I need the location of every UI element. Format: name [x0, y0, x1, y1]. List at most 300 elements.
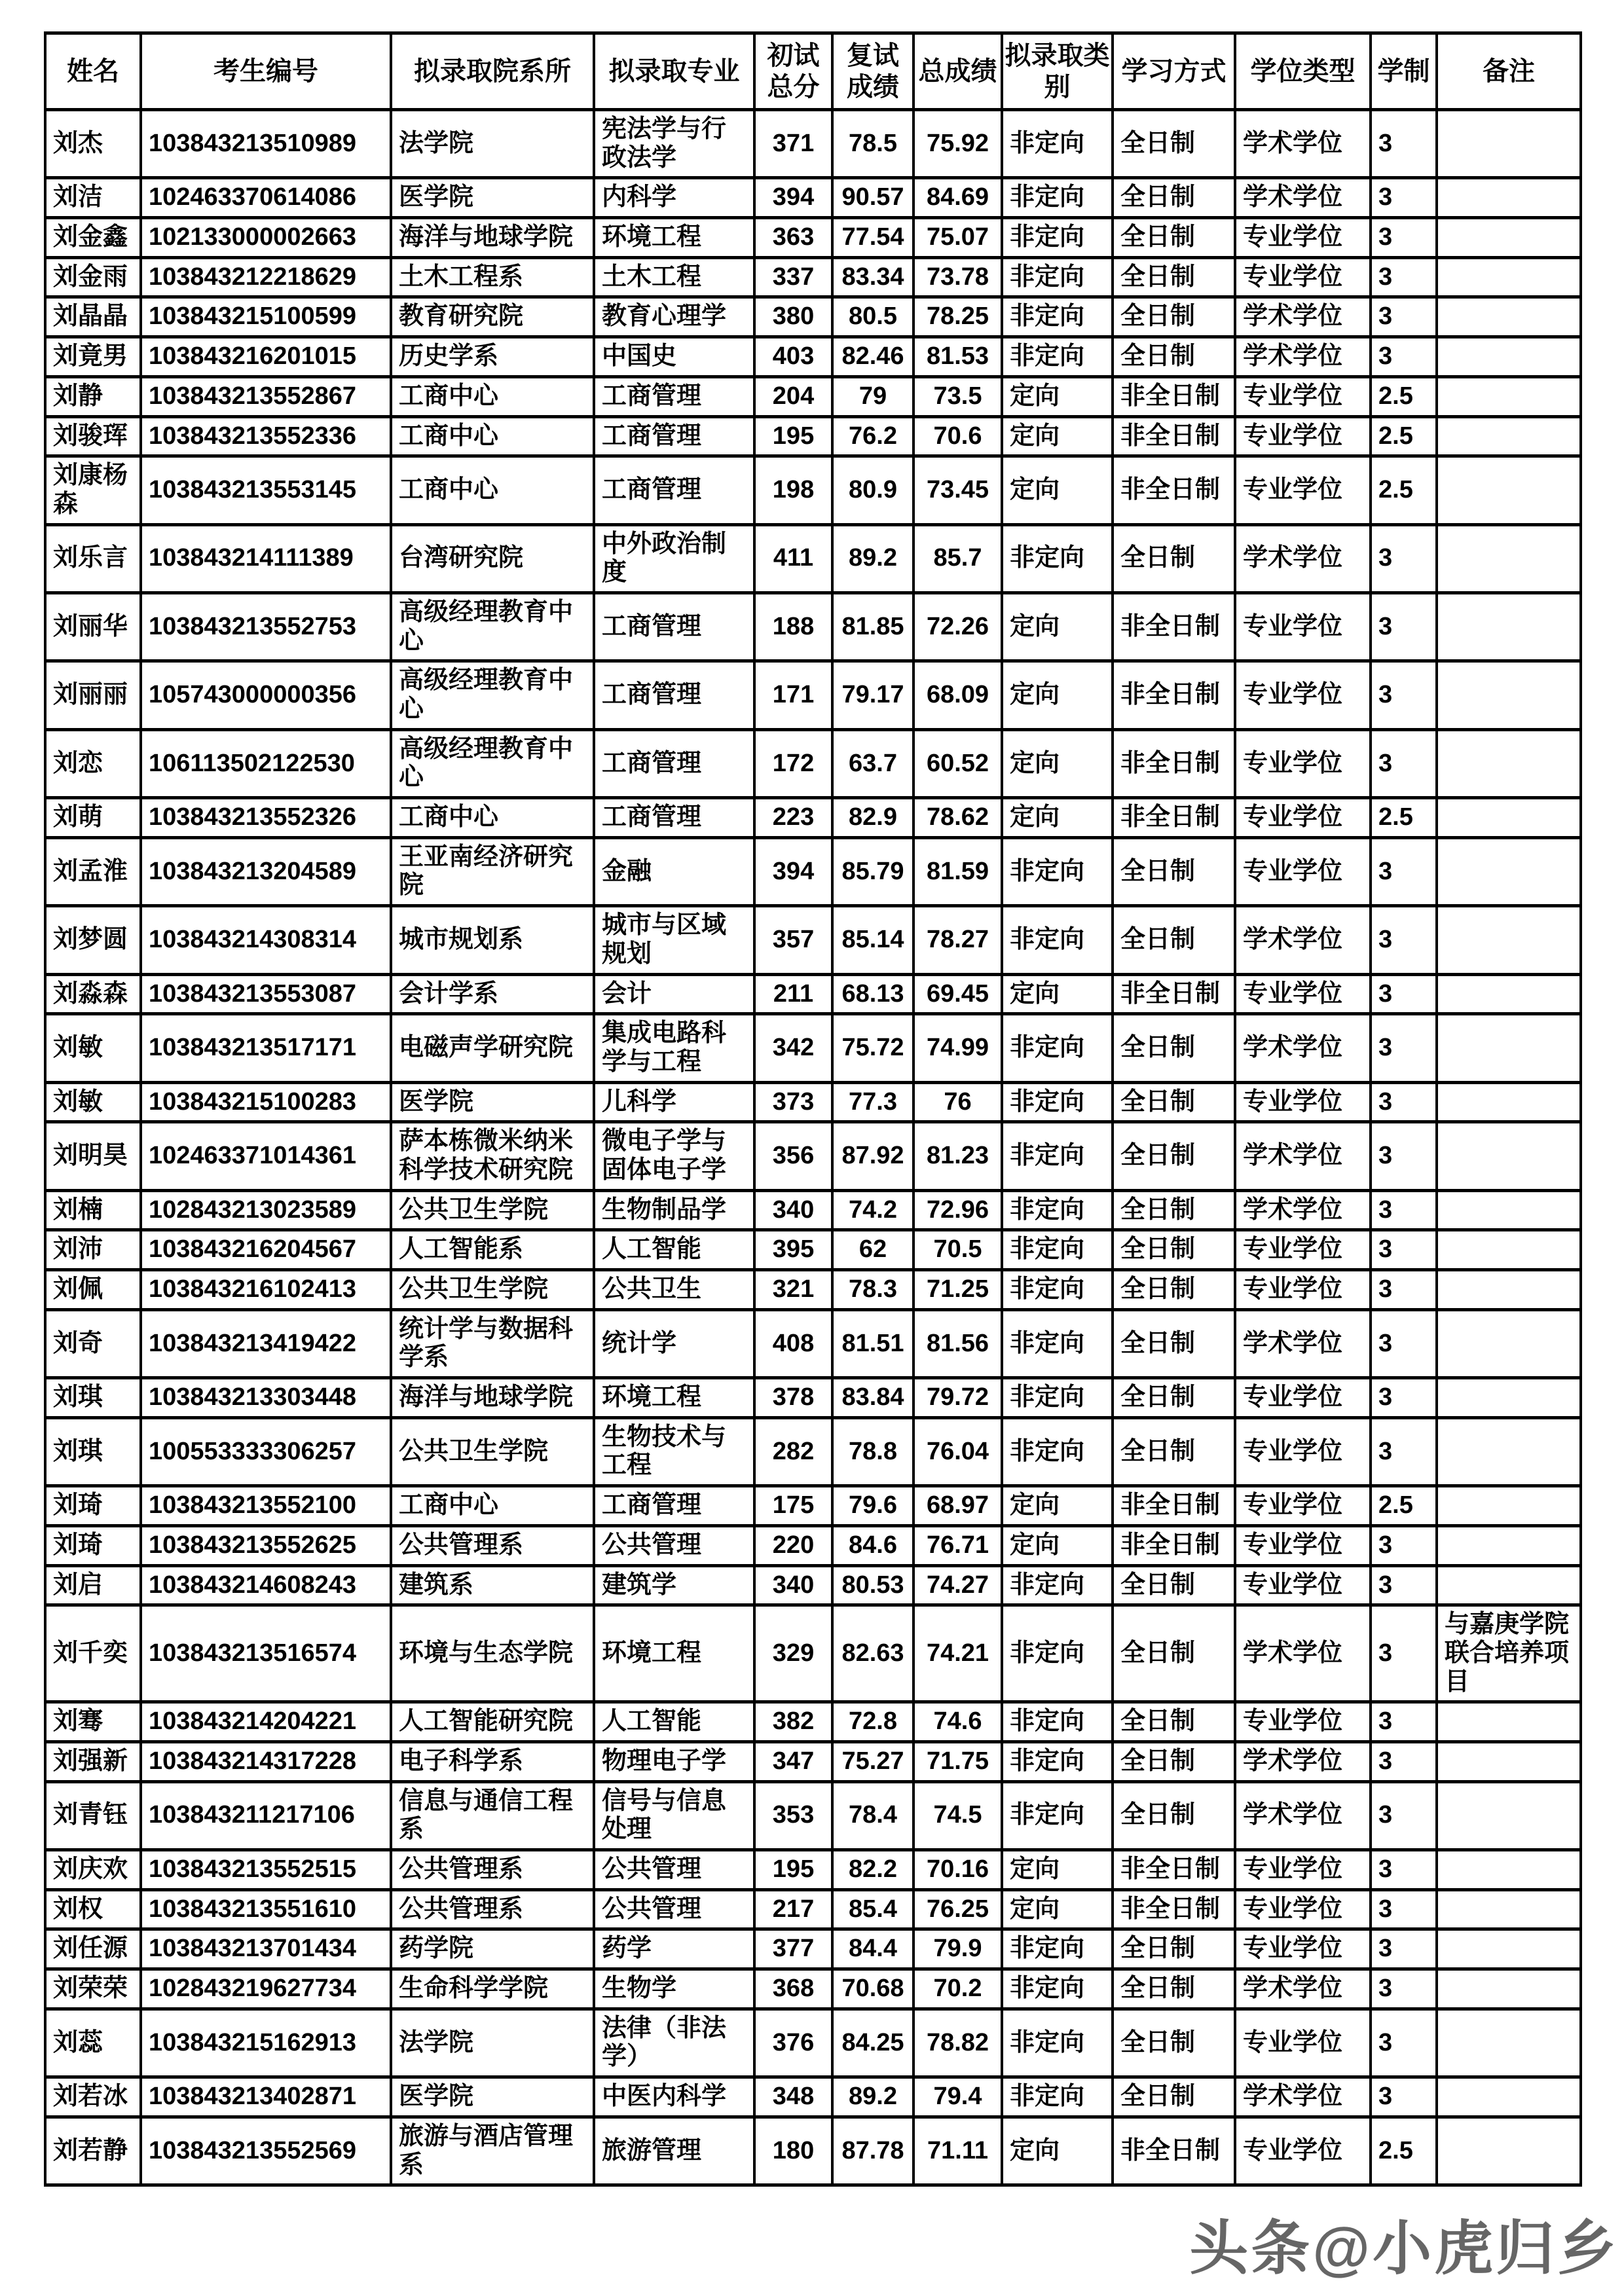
cell-department: 人工智能系	[391, 1230, 594, 1270]
cell-remarks	[1437, 1122, 1581, 1190]
cell-name: 刘金鑫	[45, 218, 141, 258]
cell-retest-score: 78.5	[832, 110, 913, 178]
cell-study-mode: 全日制	[1113, 1741, 1235, 1781]
cell-major: 生物学	[594, 1969, 754, 2009]
cell-name: 刘金雨	[45, 257, 141, 297]
cell-study-mode: 全日制	[1113, 1929, 1235, 1969]
cell-department: 高级经理教育中心	[391, 729, 594, 797]
cell-major: 人工智能	[594, 1702, 754, 1742]
cell-candidate-id: 103843213552326	[141, 798, 391, 838]
cell-degree-type: 专业学位	[1235, 1702, 1371, 1742]
cell-initial-score: 337	[754, 257, 832, 297]
cell-remarks	[1437, 1850, 1581, 1890]
cell-candidate-id: 103843213552336	[141, 416, 391, 456]
cell-admission-category: 定向	[1002, 456, 1113, 524]
cell-retest-score: 83.84	[832, 1378, 913, 1418]
cell-major: 金融	[594, 837, 754, 905]
cell-degree-type: 专业学位	[1235, 376, 1371, 416]
cell-admission-category: 定向	[1002, 798, 1113, 838]
cell-duration: 3	[1371, 1309, 1437, 1377]
cell-duration: 3	[1371, 906, 1437, 974]
cell-major: 城市与区域规划	[594, 906, 754, 974]
cell-remarks	[1437, 178, 1581, 218]
cell-total-score: 74.5	[913, 1781, 1002, 1850]
cell-retest-score: 79.17	[832, 661, 913, 729]
cell-study-mode: 全日制	[1113, 178, 1235, 218]
column-header-retest-score: 复试成绩	[832, 33, 913, 110]
table-row	[45, 1486, 1581, 1526]
cell-name: 刘淼森	[45, 974, 141, 1014]
cell-study-mode: 非全日制	[1113, 1486, 1235, 1526]
cell-total-score: 71.11	[913, 2117, 1002, 2185]
table-row	[45, 178, 1581, 218]
cell-candidate-id: 103843214608243	[141, 1565, 391, 1605]
cell-duration: 3	[1371, 592, 1437, 661]
cell-name: 刘敏	[45, 1014, 141, 1082]
cell-initial-score: 340	[754, 1190, 832, 1230]
cell-duration: 3	[1371, 1417, 1437, 1485]
cell-major: 集成电路科学与工程	[594, 1014, 754, 1082]
cell-study-mode: 全日制	[1113, 1309, 1235, 1377]
cell-name: 刘若冰	[45, 2077, 141, 2117]
table-row	[45, 729, 1581, 797]
cell-study-mode: 全日制	[1113, 2009, 1235, 2077]
cell-degree-type: 专业学位	[1235, 1565, 1371, 1605]
cell-degree-type: 专业学位	[1235, 1378, 1371, 1418]
cell-total-score: 76.04	[913, 1417, 1002, 1485]
cell-degree-type: 学术学位	[1235, 524, 1371, 592]
column-header-name: 姓名	[45, 33, 141, 110]
cell-degree-type: 专业学位	[1235, 2009, 1371, 2077]
cell-remarks	[1437, 456, 1581, 524]
cell-remarks	[1437, 218, 1581, 258]
cell-department: 法学院	[391, 110, 594, 178]
cell-major: 统计学	[594, 1309, 754, 1377]
cell-candidate-id: 103843213510989	[141, 110, 391, 178]
cell-duration: 3	[1371, 1929, 1437, 1969]
cell-initial-score: 188	[754, 592, 832, 661]
cell-candidate-id: 103843213552100	[141, 1486, 391, 1526]
cell-name: 刘竟男	[45, 337, 141, 377]
cell-study-mode: 全日制	[1113, 1230, 1235, 1270]
cell-major: 微电子学与固体电子学	[594, 1122, 754, 1190]
cell-candidate-id: 102133000002663	[141, 218, 391, 258]
cell-initial-score: 347	[754, 1741, 832, 1781]
cell-study-mode: 非全日制	[1113, 416, 1235, 456]
cell-candidate-id: 103843214308314	[141, 906, 391, 974]
cell-initial-score: 356	[754, 1122, 832, 1190]
cell-initial-score: 403	[754, 337, 832, 377]
cell-retest-score: 76.2	[832, 416, 913, 456]
cell-remarks	[1437, 1702, 1581, 1742]
cell-department: 工商中心	[391, 1486, 594, 1526]
cell-initial-score: 329	[754, 1605, 832, 1702]
cell-admission-category: 非定向	[1002, 2077, 1113, 2117]
cell-retest-score: 81.85	[832, 592, 913, 661]
cell-total-score: 76	[913, 1082, 1002, 1122]
cell-total-score: 84.69	[913, 178, 1002, 218]
cell-candidate-id: 102843213023589	[141, 1190, 391, 1230]
cell-admission-category: 定向	[1002, 592, 1113, 661]
cell-admission-category: 非定向	[1002, 1929, 1113, 1969]
cell-retest-score: 89.2	[832, 2077, 913, 2117]
cell-remarks	[1437, 592, 1581, 661]
cell-degree-type: 专业学位	[1235, 798, 1371, 838]
cell-name: 刘沛	[45, 1230, 141, 1270]
cell-candidate-id: 103843213402871	[141, 2077, 391, 2117]
cell-department: 医学院	[391, 2077, 594, 2117]
cell-major: 公共管理	[594, 1525, 754, 1565]
cell-initial-score: 357	[754, 906, 832, 974]
cell-study-mode: 非全日制	[1113, 1525, 1235, 1565]
cell-initial-score: 395	[754, 1230, 832, 1270]
cell-candidate-id: 103843213419422	[141, 1309, 391, 1377]
cell-admission-category: 非定向	[1002, 1741, 1113, 1781]
cell-remarks	[1437, 1525, 1581, 1565]
table-row	[45, 974, 1581, 1014]
cell-retest-score: 85.79	[832, 837, 913, 905]
cell-duration: 3	[1371, 1122, 1437, 1190]
cell-major: 工商管理	[594, 661, 754, 729]
cell-total-score: 79.4	[913, 2077, 1002, 2117]
column-header-remarks: 备注	[1437, 33, 1581, 110]
table-row	[45, 592, 1581, 661]
cell-degree-type: 学术学位	[1235, 1014, 1371, 1082]
cell-total-score: 81.59	[913, 837, 1002, 905]
cell-major: 公共管理	[594, 1850, 754, 1890]
cell-initial-score: 195	[754, 416, 832, 456]
cell-duration: 2.5	[1371, 376, 1437, 416]
cell-duration: 3	[1371, 1190, 1437, 1230]
cell-candidate-id: 103843213551610	[141, 1889, 391, 1929]
cell-total-score: 74.21	[913, 1605, 1002, 1702]
cell-degree-type: 学术学位	[1235, 1122, 1371, 1190]
cell-name: 刘晶晶	[45, 297, 141, 337]
cell-degree-type: 学术学位	[1235, 1190, 1371, 1230]
cell-total-score: 79.9	[913, 1929, 1002, 1969]
cell-degree-type: 学术学位	[1235, 2077, 1371, 2117]
column-header-degree-type: 学位类型	[1235, 33, 1371, 110]
column-header-candidate-id: 考生编号	[141, 33, 391, 110]
cell-duration: 3	[1371, 1270, 1437, 1310]
cell-candidate-id: 103843216102413	[141, 1270, 391, 1310]
cell-name: 刘明昊	[45, 1122, 141, 1190]
cell-candidate-id: 106113502122530	[141, 729, 391, 797]
cell-study-mode: 全日制	[1113, 257, 1235, 297]
cell-retest-score: 62	[832, 1230, 913, 1270]
cell-total-score: 76.71	[913, 1525, 1002, 1565]
cell-admission-category: 非定向	[1002, 1270, 1113, 1310]
cell-candidate-id: 100553333306257	[141, 1417, 391, 1485]
cell-study-mode: 全日制	[1113, 1190, 1235, 1230]
table-header	[45, 33, 1581, 110]
cell-admission-category: 非定向	[1002, 906, 1113, 974]
cell-duration: 3	[1371, 1525, 1437, 1565]
table-row	[45, 1781, 1581, 1850]
cell-study-mode: 非全日制	[1113, 2117, 1235, 2185]
cell-name: 刘敏	[45, 1082, 141, 1122]
table-row	[45, 1014, 1581, 1082]
table-row	[45, 257, 1581, 297]
cell-study-mode: 全日制	[1113, 1417, 1235, 1485]
cell-admission-category: 定向	[1002, 1850, 1113, 1890]
column-header-major: 拟录取专业	[594, 33, 754, 110]
cell-department: 台湾研究院	[391, 524, 594, 592]
cell-admission-category: 非定向	[1002, 218, 1113, 258]
cell-retest-score: 72.8	[832, 1702, 913, 1742]
cell-remarks	[1437, 798, 1581, 838]
cell-study-mode: 全日制	[1113, 110, 1235, 178]
cell-initial-score: 321	[754, 1270, 832, 1310]
cell-total-score: 73.5	[913, 376, 1002, 416]
cell-admission-category: 非定向	[1002, 1378, 1113, 1418]
cell-study-mode: 非全日制	[1113, 592, 1235, 661]
cell-study-mode: 非全日制	[1113, 729, 1235, 797]
cell-initial-score: 411	[754, 524, 832, 592]
table-row	[45, 1082, 1581, 1122]
cell-degree-type: 专业学位	[1235, 1417, 1371, 1485]
table-row	[45, 1929, 1581, 1969]
cell-remarks	[1437, 1190, 1581, 1230]
cell-admission-category: 定向	[1002, 729, 1113, 797]
cell-retest-score: 87.78	[832, 2117, 913, 2185]
cell-degree-type: 专业学位	[1235, 2117, 1371, 2185]
cell-total-score: 68.09	[913, 661, 1002, 729]
cell-initial-score: 363	[754, 218, 832, 258]
cell-study-mode: 非全日制	[1113, 974, 1235, 1014]
cell-duration: 3	[1371, 257, 1437, 297]
cell-study-mode: 非全日制	[1113, 1889, 1235, 1929]
table-row	[45, 416, 1581, 456]
cell-retest-score: 80.5	[832, 297, 913, 337]
table-row	[45, 1525, 1581, 1565]
cell-retest-score: 63.7	[832, 729, 913, 797]
cell-admission-category: 非定向	[1002, 837, 1113, 905]
cell-degree-type: 专业学位	[1235, 456, 1371, 524]
cell-total-score: 72.96	[913, 1190, 1002, 1230]
cell-name: 刘琪	[45, 1378, 141, 1418]
cell-admission-category: 非定向	[1002, 297, 1113, 337]
cell-remarks	[1437, 2117, 1581, 2185]
cell-retest-score: 81.51	[832, 1309, 913, 1377]
cell-name: 刘萌	[45, 798, 141, 838]
cell-degree-type: 专业学位	[1235, 257, 1371, 297]
cell-department: 公共卫生学院	[391, 1417, 594, 1485]
cell-candidate-id: 103843213552569	[141, 2117, 391, 2185]
cell-initial-score: 340	[754, 1565, 832, 1605]
cell-study-mode: 全日制	[1113, 337, 1235, 377]
cell-department: 海洋与地球学院	[391, 218, 594, 258]
cell-department: 工商中心	[391, 456, 594, 524]
cell-candidate-id: 103843214317228	[141, 1741, 391, 1781]
cell-degree-type: 学术学位	[1235, 1309, 1371, 1377]
cell-retest-score: 82.46	[832, 337, 913, 377]
cell-department: 萨本栋微米纳米科学技术研究院	[391, 1122, 594, 1190]
cell-department: 公共管理系	[391, 1850, 594, 1890]
cell-degree-type: 专业学位	[1235, 837, 1371, 905]
cell-degree-type: 学术学位	[1235, 906, 1371, 974]
cell-candidate-id: 103843213552625	[141, 1525, 391, 1565]
cell-name: 刘孟淮	[45, 837, 141, 905]
cell-initial-score: 220	[754, 1525, 832, 1565]
cell-total-score: 79.72	[913, 1378, 1002, 1418]
cell-major: 信号与信息处理	[594, 1781, 754, 1850]
cell-name: 刘琦	[45, 1486, 141, 1526]
cell-remarks	[1437, 1741, 1581, 1781]
cell-major: 公共管理	[594, 1889, 754, 1929]
cell-admission-category: 非定向	[1002, 257, 1113, 297]
cell-initial-score: 282	[754, 1417, 832, 1485]
cell-major: 生物制品学	[594, 1190, 754, 1230]
cell-degree-type: 专业学位	[1235, 416, 1371, 456]
cell-degree-type: 学术学位	[1235, 297, 1371, 337]
cell-study-mode: 全日制	[1113, 297, 1235, 337]
cell-study-mode: 全日制	[1113, 1605, 1235, 1702]
cell-name: 刘佩	[45, 1270, 141, 1310]
cell-degree-type: 学术学位	[1235, 178, 1371, 218]
cell-degree-type: 专业学位	[1235, 1486, 1371, 1526]
cell-candidate-id: 103843213701434	[141, 1929, 391, 1969]
cell-name: 刘杰	[45, 110, 141, 178]
table-row	[45, 1850, 1581, 1890]
cell-retest-score: 82.63	[832, 1605, 913, 1702]
cell-study-mode: 全日制	[1113, 837, 1235, 905]
cell-total-score: 69.45	[913, 974, 1002, 1014]
cell-degree-type: 学术学位	[1235, 1741, 1371, 1781]
cell-major: 工商管理	[594, 1486, 754, 1526]
cell-department: 城市规划系	[391, 906, 594, 974]
cell-remarks	[1437, 2009, 1581, 2077]
cell-department: 统计学与数据科学系	[391, 1309, 594, 1377]
cell-major: 宪法学与行政法学	[594, 110, 754, 178]
table-row	[45, 2077, 1581, 2117]
cell-study-mode: 全日制	[1113, 1122, 1235, 1190]
cell-total-score: 81.53	[913, 337, 1002, 377]
cell-study-mode: 全日制	[1113, 1270, 1235, 1310]
cell-duration: 3	[1371, 1702, 1437, 1742]
cell-admission-category: 非定向	[1002, 178, 1113, 218]
cell-major: 工商管理	[594, 376, 754, 416]
table-row	[45, 456, 1581, 524]
cell-initial-score: 175	[754, 1486, 832, 1526]
cell-retest-score: 77.54	[832, 218, 913, 258]
cell-initial-score: 348	[754, 2077, 832, 2117]
table-row	[45, 110, 1581, 178]
cell-candidate-id: 103843213516574	[141, 1605, 391, 1702]
cell-admission-category: 定向	[1002, 1525, 1113, 1565]
table-row	[45, 837, 1581, 905]
cell-department: 会计学系	[391, 974, 594, 1014]
cell-name: 刘康杨森	[45, 456, 141, 524]
cell-candidate-id: 103843213517171	[141, 1014, 391, 1082]
cell-department: 高级经理教育中心	[391, 661, 594, 729]
cell-department: 高级经理教育中心	[391, 592, 594, 661]
cell-study-mode: 非全日制	[1113, 1850, 1235, 1890]
cell-candidate-id: 103843213553145	[141, 456, 391, 524]
cell-total-score: 71.75	[913, 1741, 1002, 1781]
cell-candidate-id: 103843211217106	[141, 1781, 391, 1850]
cell-name: 刘静	[45, 376, 141, 416]
cell-study-mode: 非全日制	[1113, 798, 1235, 838]
cell-department: 王亚南经济研究院	[391, 837, 594, 905]
cell-initial-score: 408	[754, 1309, 832, 1377]
cell-major: 工商管理	[594, 592, 754, 661]
cell-initial-score: 180	[754, 2117, 832, 2185]
column-header-initial-score: 初试总分	[754, 33, 832, 110]
cell-department: 电子科学系	[391, 1741, 594, 1781]
cell-degree-type: 学术学位	[1235, 337, 1371, 377]
cell-retest-score: 70.68	[832, 1969, 913, 2009]
cell-initial-score: 394	[754, 837, 832, 905]
cell-department: 医学院	[391, 178, 594, 218]
cell-name: 刘启	[45, 1565, 141, 1605]
cell-total-score: 76.25	[913, 1889, 1002, 1929]
table-row	[45, 1417, 1581, 1485]
cell-duration: 3	[1371, 1741, 1437, 1781]
cell-degree-type: 专业学位	[1235, 1230, 1371, 1270]
cell-retest-score: 85.14	[832, 906, 913, 974]
cell-retest-score: 84.6	[832, 1525, 913, 1565]
cell-degree-type: 专业学位	[1235, 974, 1371, 1014]
cell-remarks	[1437, 1309, 1581, 1377]
cell-admission-category: 定向	[1002, 1486, 1113, 1526]
cell-total-score: 74.27	[913, 1565, 1002, 1605]
cell-major: 人工智能	[594, 1230, 754, 1270]
cell-retest-score: 68.13	[832, 974, 913, 1014]
cell-name: 刘奇	[45, 1309, 141, 1377]
table-body	[45, 110, 1581, 2185]
cell-study-mode: 全日制	[1113, 1378, 1235, 1418]
cell-study-mode: 全日制	[1113, 1082, 1235, 1122]
cell-initial-score: 342	[754, 1014, 832, 1082]
cell-duration: 3	[1371, 661, 1437, 729]
cell-initial-score: 380	[754, 297, 832, 337]
cell-department: 公共管理系	[391, 1525, 594, 1565]
cell-department: 法学院	[391, 2009, 594, 2077]
cell-duration: 3	[1371, 1565, 1437, 1605]
cell-degree-type: 专业学位	[1235, 1525, 1371, 1565]
cell-admission-category: 非定向	[1002, 1122, 1113, 1190]
cell-admission-category: 非定向	[1002, 1565, 1113, 1605]
cell-total-score: 70.16	[913, 1850, 1002, 1890]
table-row	[45, 337, 1581, 377]
cell-degree-type: 学术学位	[1235, 110, 1371, 178]
cell-remarks	[1437, 1889, 1581, 1929]
cell-study-mode: 全日制	[1113, 218, 1235, 258]
cell-remarks	[1437, 337, 1581, 377]
cell-admission-category: 非定向	[1002, 1190, 1113, 1230]
cell-retest-score: 78.8	[832, 1417, 913, 1485]
cell-name: 刘梦圆	[45, 906, 141, 974]
cell-remarks	[1437, 1230, 1581, 1270]
cell-duration: 3	[1371, 1850, 1437, 1890]
cell-duration: 3	[1371, 1014, 1437, 1082]
cell-degree-type: 学术学位	[1235, 1781, 1371, 1850]
cell-remarks	[1437, 729, 1581, 797]
cell-department: 生命科学学院	[391, 1969, 594, 2009]
column-header-department: 拟录取院系所	[391, 33, 594, 110]
cell-name: 刘庆欢	[45, 1850, 141, 1890]
cell-retest-score: 75.72	[832, 1014, 913, 1082]
cell-duration: 3	[1371, 110, 1437, 178]
cell-department: 信息与通信工程系	[391, 1781, 594, 1850]
column-header-study-mode: 学习方式	[1113, 33, 1235, 110]
cell-study-mode: 全日制	[1113, 906, 1235, 974]
table-row	[45, 376, 1581, 416]
cell-degree-type: 专业学位	[1235, 218, 1371, 258]
cell-candidate-id: 103843216204567	[141, 1230, 391, 1270]
cell-initial-score: 171	[754, 661, 832, 729]
